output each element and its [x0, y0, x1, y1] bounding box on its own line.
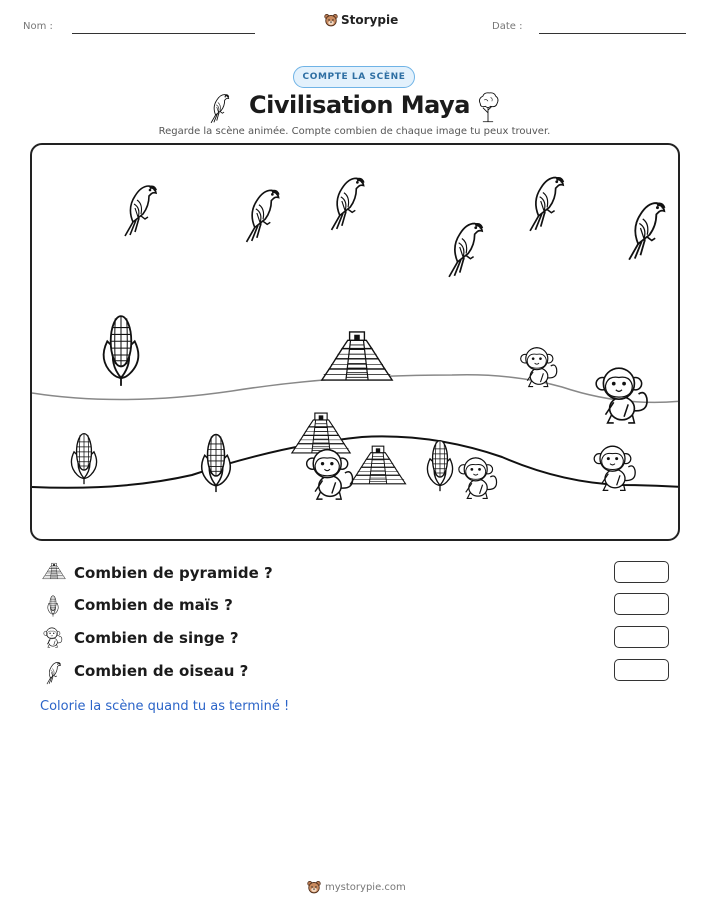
footer-url[interactable]: mystorypie.com [325, 881, 406, 893]
question-pyramid [42, 561, 672, 587]
scene-canvas [32, 145, 678, 539]
corn-sprite [104, 316, 139, 386]
bird-sprite [530, 177, 564, 231]
page-title: Civilisation Maya [249, 91, 470, 119]
question-text: Combien de pyramide ? [74, 564, 273, 582]
footer [307, 880, 406, 894]
corn-sprite [71, 434, 96, 485]
instructions: Regarde la scène animée. Compte combien de chaque image tu peux trouver. [158, 126, 551, 137]
name-label: Nom : [23, 21, 53, 32]
question-text: Combien de oiseau ? [74, 662, 249, 680]
answer-box[interactable] [614, 561, 669, 583]
date-line[interactable] [539, 33, 686, 34]
corn-sprite [427, 441, 452, 492]
answer-box[interactable] [614, 626, 669, 648]
tree-icon [475, 91, 501, 123]
bird-sprite [247, 190, 280, 242]
monkey-sprite [521, 348, 557, 387]
bird-icon [44, 659, 62, 685]
bird-sprite [449, 223, 483, 277]
activity-tag: COMPTE LA SCÈNE [293, 66, 415, 88]
name-line[interactable] [72, 33, 255, 34]
corn-icon [46, 593, 60, 617]
monkey-icon [42, 626, 64, 648]
counting-scene [30, 143, 680, 541]
question-monkey [42, 626, 672, 652]
pyramid-sprite [322, 332, 392, 380]
monkey-sprite [459, 458, 497, 499]
bear-logo-icon [307, 880, 321, 894]
pyramid-sprite [350, 446, 405, 484]
pyramid-sprite [292, 413, 350, 453]
bird-sprite [125, 186, 157, 237]
question-corn [42, 593, 672, 619]
corn-sprite [202, 435, 231, 493]
question-text: Combien de maïs ? [74, 596, 233, 614]
question-text: Combien de singe ? [74, 629, 239, 647]
bird-sprite [332, 178, 365, 230]
question-bird [42, 659, 672, 685]
bear-logo-icon [324, 13, 338, 27]
brand-name: Storypie [341, 13, 399, 27]
monkey-sprite [307, 450, 353, 499]
answer-box[interactable] [614, 593, 669, 615]
answer-box[interactable] [614, 659, 669, 681]
bird-icon [205, 90, 233, 124]
title-row [205, 90, 505, 124]
date-label: Date : [492, 21, 523, 32]
coloring-note: Colorie la scène quand tu as terminé ! [40, 699, 290, 714]
monkey-sprite [596, 368, 647, 423]
pyramid-icon [42, 561, 66, 581]
bird-sprite [629, 203, 665, 260]
brand-logo [324, 13, 398, 27]
